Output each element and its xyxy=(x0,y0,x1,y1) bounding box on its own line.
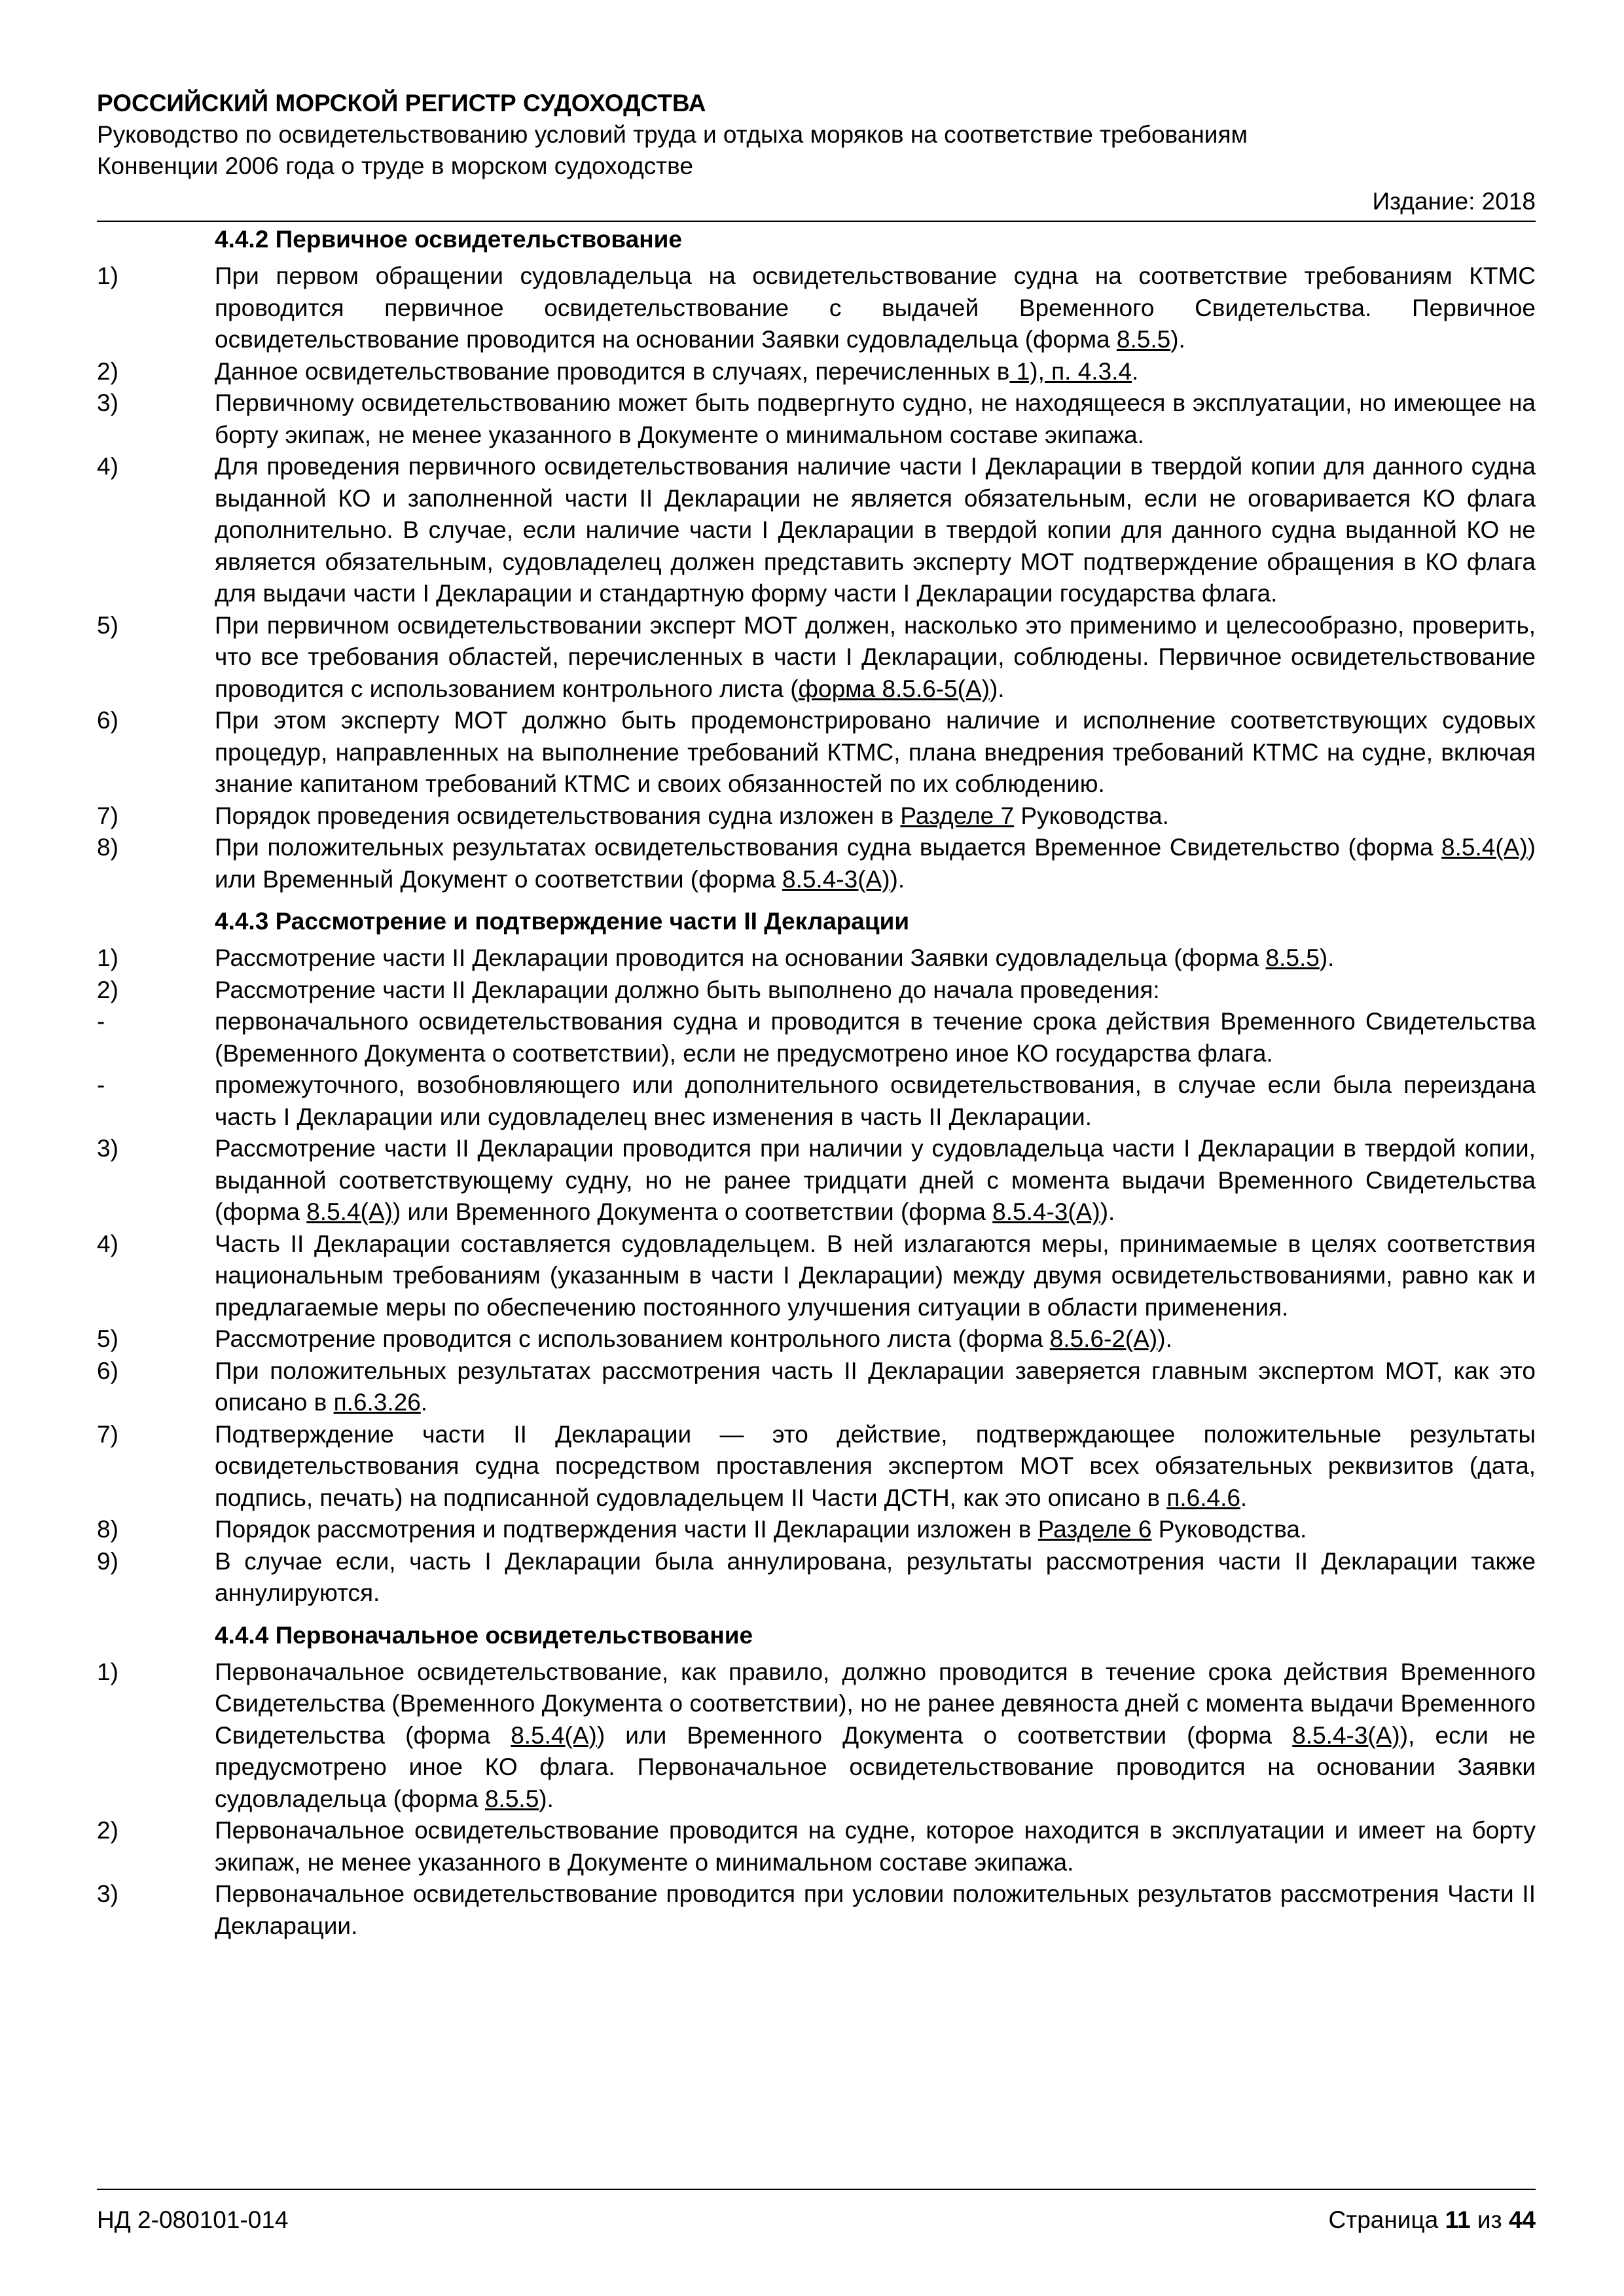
list-item-text xyxy=(215,832,1536,895)
cross-reference-link[interactable]: 8.5.5 xyxy=(1265,944,1320,971)
text-run: ) или Временного Документа о соответствии (форма xyxy=(392,1198,993,1225)
cross-reference-link[interactable]: 8.5.4(А) xyxy=(511,1721,597,1749)
cross-reference-link[interactable]: 8.5.4(А) xyxy=(1441,834,1528,861)
list-item-text xyxy=(215,610,1536,706)
list-item-number: 1) xyxy=(97,1658,118,1685)
list-item-text xyxy=(215,1229,1536,1324)
cross-reference-link[interactable]: 8.5.5 xyxy=(1116,326,1171,353)
list-item xyxy=(97,1514,1536,1546)
list-item-text xyxy=(215,1815,1536,1878)
list-item-text xyxy=(215,1133,1536,1229)
list-item-text xyxy=(215,705,1536,800)
section-heading: 4.4.4 Первоначальное освидетельствование xyxy=(215,1621,753,1649)
list-item xyxy=(97,1815,1536,1878)
list-item xyxy=(97,975,1536,1007)
text-run: Порядок проведения освидетельствования судна изложен в xyxy=(215,802,901,829)
section-spacer xyxy=(97,1609,1536,1617)
page-footer xyxy=(97,2204,1536,2236)
list-item-number: 3) xyxy=(97,389,118,416)
list-item-text xyxy=(215,356,1536,388)
list-item-number: 4) xyxy=(97,1230,118,1257)
cross-reference-link[interactable]: 8.5.6-2(А) xyxy=(1049,1325,1158,1352)
list-item xyxy=(97,1355,1536,1419)
text-run: . xyxy=(1240,1484,1248,1511)
text-run: ). xyxy=(989,675,1005,702)
text-run: Часть II Декларации составляется судовладельцем. В ней излагаются меры, принимаемые в целях соответствия национальным требованиям (указанным в части I Декларации) между двумя освидетельствованиями, равно как и предлагаемые меры по обеспечению постоянного улучшения ситуации в области применения. xyxy=(215,1230,1536,1321)
document-subtitle-line-2: Конвенции 2006 года о труде в морском судоходстве xyxy=(97,152,693,179)
list-item-number: 3) xyxy=(97,1135,118,1162)
text-run: При первичном освидетельствовании эксперт МОТ должен, насколько это применимо и целесообразно, проверить, что все требования областей, перечисленных в части I Декларации, соблюдены. Первичное освидетельствование проводится с использованием контрольного листа ( xyxy=(215,611,1536,702)
text-run: При первом обращении судовладельца на освидетельствование судна на соответствие требованиям КТМС проводится первичное освидетельствование с выдачей Временного Свидетельства. Первичное освидетельствование проводится на основании Заявки судовладельца (форма xyxy=(215,262,1536,353)
text-run: Рассмотрение части II Декларации должно быть выполнено до начала проведения: xyxy=(215,976,1160,1003)
list-item xyxy=(97,1878,1536,1942)
list-item-number: 9) xyxy=(97,1547,118,1575)
list-item-text xyxy=(215,975,1536,1007)
text-run: ). xyxy=(1100,1198,1115,1225)
text-run: ). xyxy=(539,1785,554,1812)
text-run: Рассмотрение проводится с использованием контрольного листа (форма xyxy=(215,1325,1050,1352)
text-run: промежуточного, возобновляющего или дополнительного освидетельствования, в случае если была переиздана часть I Декларации или судовладелец внес изменения в часть II Декларации. xyxy=(215,1071,1536,1130)
list-item xyxy=(97,1323,1536,1355)
organization-title: РОССИЙСКИЙ МОРСКОЙ РЕГИСТР СУДОХОДСТВА xyxy=(97,90,706,117)
text-run: Первоначальное освидетельствование проводится на судне, которое находится в эксплуатации и имеет на борту экипаж, не менее указанного в Документе о минимальном составе экипажа. xyxy=(215,1817,1536,1876)
list-item xyxy=(97,1069,1536,1133)
list-item-number: 5) xyxy=(97,1325,118,1352)
list-item xyxy=(97,451,1536,610)
list-item-number: 2) xyxy=(97,357,118,385)
text-run: При положительных результатах рассмотрения часть II Декларации заверяется главным экспертом МОТ, как это описано в xyxy=(215,1357,1536,1416)
list-item-text xyxy=(215,1514,1536,1546)
list-item-text xyxy=(215,1878,1536,1942)
text-run: ). xyxy=(1170,326,1185,353)
cross-reference-link[interactable]: п.6.4.6 xyxy=(1166,1484,1240,1511)
cross-reference-link[interactable]: Разделе 6 xyxy=(1038,1516,1152,1543)
list-item-text xyxy=(215,451,1536,610)
text-run: . xyxy=(1132,357,1139,385)
cross-reference-link[interactable]: 1), п. 4.3.4 xyxy=(1009,357,1132,385)
text-run: ) или Временного Документа о соответствии (форма xyxy=(596,1721,1293,1749)
list-item xyxy=(97,1657,1536,1816)
list-item-text xyxy=(215,800,1536,833)
section-heading: 4.4.2 Первичное освидетельствование xyxy=(215,226,682,253)
text-run: Руководства. xyxy=(1151,1516,1307,1543)
document-number: НД 2-080101-014 xyxy=(97,2206,289,2233)
list-item xyxy=(97,1419,1536,1515)
list-item-text xyxy=(215,1069,1536,1133)
list-item-text xyxy=(215,1546,1536,1609)
text-run: Первоначальное освидетельствование проводится при условии положительных результатов рассмотрения Части II Декларации. xyxy=(215,1880,1536,1939)
text-run: Руководства. xyxy=(1014,802,1169,829)
section-heading: 4.4.3 Рассмотрение и подтверждение части II Декларации xyxy=(215,908,910,935)
list-item-number: 1) xyxy=(97,944,118,971)
text-run: Рассмотрение части II Декларации проводится при наличии у судовладельца части I Декларации в твердой копии, выданной соответствующему судну, но не ранее тридцати дней с момента выдачи Временного Свидетельства (форма xyxy=(215,1135,1536,1225)
edition-label: Издание: 2018 xyxy=(1372,188,1536,215)
text-run: Порядок рассмотрения и подтверждения части II Декларации изложен в xyxy=(215,1516,1038,1543)
list-item-text xyxy=(215,260,1536,356)
list-item-number: - xyxy=(97,1008,105,1035)
cross-reference-link[interactable]: форма 8.5.6-5(А) xyxy=(798,675,990,702)
list-item-text xyxy=(215,1355,1536,1419)
document-subtitle-line-1: Руководство по освидетельствованию условий труда и отдыха моряков на соответствие требованиям xyxy=(97,121,1248,148)
text-run: Для проведения первичного освидетельствования наличие части I Декларации в твердой копии для данного судна выданной КО и заполненной части II Декларации не является обязательным, если не оговаривается КО флага дополнительно. В случае, если наличие части I Декларации в твердой копии для данного судна выданной КО не является обязательным, судовладелец должен представить эксперту МОТ подтверждение обращения в КО флага для выдачи части I Декларации и стандартную форму части I Декларации государства флага. xyxy=(215,453,1536,607)
list-item xyxy=(97,832,1536,895)
list-item xyxy=(97,800,1536,833)
list-item-number: 2) xyxy=(97,1817,118,1844)
text-run: ). xyxy=(890,865,905,893)
list-item-number: 6) xyxy=(97,1357,118,1384)
list-item-number: 4) xyxy=(97,453,118,480)
list-item-number: 7) xyxy=(97,802,118,829)
text-run: Первоначальное освидетельствование, как правило, должно проводится в течение срока действия Временного Свидетельства (Временного Документа о соответствии), но не ранее девяноста дней с момента выдачи Временного Свидетельства (форма xyxy=(215,1658,1536,1749)
text-run: ). xyxy=(1157,1325,1172,1352)
page-header xyxy=(97,88,1536,217)
list-item xyxy=(97,705,1536,800)
text-run: Подтверждение части II Декларации — это действие, подтверждающее положительные результаты освидетельствования судна посредством проставления экспертом МОТ всех обязательных реквизитов (дата, подпись, печать) на подписанной судовладельцем II Части ДСТН, как это описано в xyxy=(215,1420,1536,1511)
list-item-text xyxy=(215,387,1536,451)
text-run: В случае если, часть I Декларации была аннулирована, результаты рассмотрения части II Декларации также аннулируются. xyxy=(215,1547,1536,1606)
text-run: ). xyxy=(1319,944,1335,971)
list-item-number: - xyxy=(97,1071,105,1098)
list-item-number: 5) xyxy=(97,611,118,639)
text-run: . xyxy=(420,1389,428,1416)
list-item xyxy=(97,387,1536,451)
page-of-label: из xyxy=(1477,2206,1502,2233)
footer-divider xyxy=(97,2189,1536,2190)
list-item xyxy=(97,1133,1536,1229)
list-item-number: 3) xyxy=(97,1880,118,1907)
cross-reference-link[interactable]: 8.5.4-3(А) xyxy=(782,865,890,893)
list-item-number: 2) xyxy=(97,976,118,1003)
list-item-text xyxy=(215,1419,1536,1515)
cross-reference-link[interactable]: Разделе 7 xyxy=(900,802,1015,829)
list-item-number: 6) xyxy=(97,707,118,734)
page-label: Страница xyxy=(1328,2206,1439,2233)
text-run: Первичному освидетельствованию может быть подвергнуто судно, не находящееся в эксплуатации, но имеющее на борту экипаж, не менее указанного в Документе о минимальном составе экипажа. xyxy=(215,389,1536,448)
section-spacer xyxy=(97,895,1536,903)
list-item xyxy=(97,260,1536,356)
cross-reference-link[interactable]: 8.5.4-3(А) xyxy=(1292,1721,1400,1749)
list-item xyxy=(97,1006,1536,1069)
list-item-text xyxy=(215,1657,1536,1816)
text-run: Данное освидетельствование проводится в случаях, перечисленных в xyxy=(215,357,1010,385)
text-run: При этом эксперту МОТ должно быть продемонстрировано наличие и исполнение соответствующих судовых процедур, направленных на выполнение требований КТМС, плана внедрения требований КТМС на судне, включая знание капитаном требований КТМС и своих обязанностей по их соблюдению. xyxy=(215,707,1536,797)
list-item xyxy=(97,1229,1536,1324)
document-body xyxy=(97,221,1536,1942)
cross-reference-link[interactable]: 8.5.4-3(А) xyxy=(992,1198,1100,1225)
text-run: ) или Временный Документ о соответствии (форма xyxy=(215,834,1536,893)
text-run: При положительных результатах освидетельствования судна выдается Временное Свидетельство (форма xyxy=(215,834,1442,861)
list-item-number: 8) xyxy=(97,1516,118,1543)
list-item-text xyxy=(215,1323,1536,1355)
text-run: ), если не предусмотрено иное КО флага. Первоначальное освидетельствование проводится на основании Заявки судовладельца (форма xyxy=(215,1721,1536,1812)
list-item-number: 7) xyxy=(97,1420,118,1448)
page-current: 11 xyxy=(1445,2206,1471,2233)
list-item xyxy=(97,942,1536,975)
cross-reference-link[interactable]: п.6.3.26 xyxy=(333,1389,421,1416)
cross-reference-link[interactable]: 8.5.5 xyxy=(484,1785,539,1812)
list-item xyxy=(97,356,1536,388)
text-run: Рассмотрение части II Декларации проводится на основании Заявки судовладельца (форма xyxy=(215,944,1266,971)
list-item-text xyxy=(215,942,1536,975)
list-item xyxy=(97,1546,1536,1609)
list-item-number: 8) xyxy=(97,834,118,861)
page-indicator xyxy=(1329,2204,1536,2236)
cross-reference-link[interactable]: 8.5.4(А) xyxy=(306,1198,393,1225)
list-item xyxy=(97,610,1536,706)
page-total: 44 xyxy=(1508,2206,1536,2233)
list-item-number: 1) xyxy=(97,262,118,289)
list-item-text xyxy=(215,1006,1536,1069)
text-run: первоначального освидетельствования судна и проводится в течение срока действия Временного Свидетельства (Временного Документа о соответствии), если не предусмотрено иное КО государства флага. xyxy=(215,1008,1536,1067)
